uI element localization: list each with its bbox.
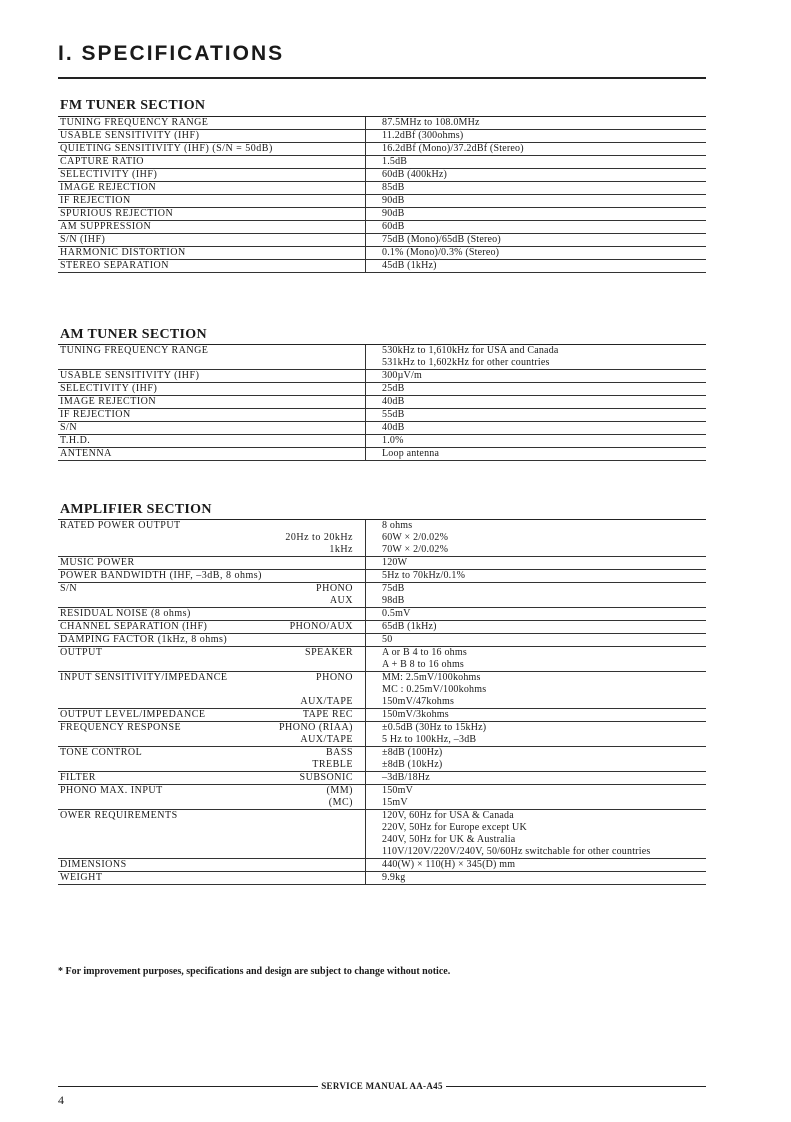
title-rule	[58, 77, 706, 79]
spec-value: 0.5mV	[382, 608, 411, 619]
footnote: * For improvement purposes, specifications and design are subject to change without notice.	[58, 966, 451, 977]
spec-label: ANTENNA	[60, 448, 112, 459]
spec-sublabels	[305, 647, 365, 671]
spec-value: 65dB (1kHz)	[382, 621, 437, 632]
spec-sublabels	[285, 520, 365, 556]
spec-sublabel: PHONO/AUX	[289, 621, 353, 632]
fm-tuner-spec-table	[58, 116, 706, 273]
footer-text: SERVICE MANUAL AA-A45	[321, 1081, 443, 1091]
spec-sublabels	[279, 722, 365, 746]
section-title-amplifier: AMPLIFIER SECTION	[60, 502, 212, 517]
spec-label-cell	[58, 156, 365, 168]
page-title: I. SPECIFICATIONS	[58, 42, 285, 65]
spec-label: IMAGE REJECTION	[60, 396, 157, 407]
spec-label-cell	[58, 785, 365, 809]
spec-row	[58, 396, 706, 409]
spec-label: IMAGE REJECTION	[60, 182, 157, 193]
spec-label-cell	[58, 583, 365, 607]
spec-value-cell	[365, 785, 706, 809]
spec-value: 60dB (400kHz)	[382, 169, 448, 180]
spec-label-cell	[58, 396, 365, 408]
spec-label: INPUT SENSITIVITY/IMPEDANCE	[60, 672, 228, 683]
section-title-am-tuner: AM TUNER SECTION	[60, 327, 207, 342]
spec-value: ±8dB (10kHz)	[382, 759, 443, 770]
spec-value: ±0.5dB (30Hz to 15kHz)	[382, 722, 487, 733]
spec-value-cell	[365, 448, 706, 460]
spec-row	[58, 583, 706, 608]
spec-value: 5Hz to 70kHz/0.1%	[382, 570, 466, 581]
spec-value: A + B 8 to 16 ohms	[382, 659, 465, 670]
spec-value-cell	[365, 647, 706, 671]
spec-row	[58, 608, 706, 621]
spec-label-cell	[58, 570, 365, 582]
spec-label: DAMPING FACTOR (1kHz, 8 ohms)	[60, 634, 228, 645]
spec-value: 240V, 50Hz for UK & Australia	[382, 834, 516, 845]
spec-value: A or B 4 to 16 ohms	[382, 647, 467, 658]
spec-sublabel: TREBLE	[312, 759, 353, 770]
spec-label: USABLE SENSITIVITY (IHF)	[60, 370, 200, 381]
spec-label: IF REJECTION	[60, 195, 131, 206]
spec-label: TUNING FREQUENCY RANGE	[60, 117, 209, 128]
spec-label: FREQUENCY RESPONSE	[60, 722, 182, 733]
spec-value-cell	[365, 810, 706, 858]
spec-value: MC : 0.25mV/100kohms	[382, 684, 487, 695]
spec-value-cell	[365, 221, 706, 233]
spec-value: 75dB (Mono)/65dB (Stereo)	[382, 234, 501, 245]
spec-label-cell	[58, 722, 365, 746]
spec-label-cell	[58, 208, 365, 220]
spec-row	[58, 370, 706, 383]
spec-value: 98dB	[382, 595, 405, 606]
spec-value: 531kHz to 1,602kHz for other countries	[382, 357, 550, 368]
spec-label-cell	[58, 435, 365, 447]
spec-row	[58, 859, 706, 872]
spec-value: 8 ohms	[382, 520, 413, 531]
spec-label: OUTPUT LEVEL/IMPEDANCE	[60, 709, 206, 720]
spec-value: 50	[382, 634, 393, 645]
spec-label-cell	[58, 195, 365, 207]
spec-label-cell	[58, 234, 365, 246]
spec-value-cell	[365, 182, 706, 194]
spec-label-cell	[58, 557, 365, 569]
spec-row	[58, 634, 706, 647]
spec-value-cell	[365, 370, 706, 382]
spec-label-cell	[58, 709, 365, 721]
spec-value: 60dB	[382, 221, 405, 232]
spec-row	[58, 156, 706, 169]
spec-sublabels	[290, 621, 365, 633]
spec-label: WEIGHT	[60, 872, 103, 883]
spec-value-cell	[365, 247, 706, 259]
spec-label-cell	[58, 810, 365, 858]
spec-value-cell	[365, 608, 706, 620]
spec-label: IF REJECTION	[60, 409, 131, 420]
spec-label: USABLE SENSITIVITY (IHF)	[60, 130, 200, 141]
spec-label: OWER REQUIREMENTS	[60, 810, 178, 821]
spec-value-cell	[365, 422, 706, 434]
spec-row	[58, 182, 706, 195]
amplifier-spec-table	[58, 519, 706, 885]
spec-value: –3dB/18Hz	[382, 772, 430, 783]
spec-value: 15mV	[382, 797, 408, 808]
spec-value: 530kHz to 1,610kHz for USA and Canada	[382, 345, 559, 356]
spec-label-cell	[58, 672, 365, 708]
spec-value: 300µV/m	[382, 370, 422, 381]
spec-sublabel	[300, 684, 353, 696]
spec-row	[58, 247, 706, 260]
spec-label-cell	[58, 260, 365, 272]
spec-value: 40dB	[382, 396, 405, 407]
spec-value: 45dB (1kHz)	[382, 260, 437, 271]
spec-label-cell	[58, 621, 365, 633]
spec-value: 150mV/47kohms	[382, 696, 455, 707]
spec-value: 110V/120V/220V/240V, 50/60Hz switchable for other countries	[382, 846, 651, 857]
spec-label: S/N (IHF)	[60, 234, 106, 245]
spec-label-cell	[58, 130, 365, 142]
spec-label: MUSIC POWER	[60, 557, 135, 568]
spec-value-cell	[365, 345, 706, 369]
spec-label: TUNING FREQUENCY RANGE	[60, 345, 209, 356]
spec-row	[58, 448, 706, 461]
spec-label: STEREO SEPARATION	[60, 260, 169, 271]
spec-label-cell	[58, 520, 365, 556]
spec-value-cell	[365, 859, 706, 871]
spec-value-cell	[365, 634, 706, 646]
spec-label-cell	[58, 634, 365, 646]
spec-row	[58, 143, 706, 156]
spec-label: S/N	[60, 422, 78, 433]
spec-label-cell	[58, 448, 365, 460]
spec-value: 150mV/3kohms	[382, 709, 449, 720]
spec-sublabel: AUX/TAPE	[300, 696, 353, 707]
spec-row	[58, 422, 706, 435]
spec-value: 90dB	[382, 208, 405, 219]
spec-value: 11.2dBf (300ohms)	[382, 130, 464, 141]
footer-rule-left	[58, 1086, 318, 1087]
spec-label: RESIDUAL NOISE (8 ohms)	[60, 608, 191, 619]
spec-value: MM: 2.5mV/100kohms	[382, 672, 481, 683]
spec-label: RATED POWER OUTPUT	[60, 520, 181, 531]
spec-label: SELECTIVITY (IHF)	[60, 383, 158, 394]
spec-row	[58, 810, 706, 859]
am-tuner-spec-table	[58, 344, 706, 461]
spec-label-cell	[58, 422, 365, 434]
spec-label-cell	[58, 221, 365, 233]
spec-row	[58, 772, 706, 785]
spec-value: 120W	[382, 557, 408, 568]
spec-row	[58, 435, 706, 448]
spec-sublabels	[300, 672, 365, 708]
spec-value-cell	[365, 747, 706, 771]
spec-label-cell	[58, 345, 365, 369]
spec-sublabel: PHONO	[316, 583, 353, 594]
spec-value-cell	[365, 234, 706, 246]
spec-value-cell	[365, 872, 706, 884]
spec-value: 16.2dBf (Mono)/37.2dBf (Stereo)	[382, 143, 524, 154]
spec-label: HARMONIC DISTORTION	[60, 247, 186, 258]
spec-value-cell	[365, 583, 706, 607]
spec-label-cell	[58, 383, 365, 395]
spec-value-cell	[365, 570, 706, 582]
spec-value-cell	[365, 435, 706, 447]
spec-label: TONE CONTROL	[60, 747, 143, 758]
spec-value: 75dB	[382, 583, 405, 594]
spec-row	[58, 117, 706, 130]
spec-label-cell	[58, 169, 365, 181]
spec-row	[58, 872, 706, 885]
spec-sublabel: PHONO	[316, 672, 353, 683]
spec-value: 60W × 2/0.02%	[382, 532, 449, 543]
spec-label: FILTER	[60, 772, 96, 783]
spec-row	[58, 383, 706, 396]
spec-row	[58, 785, 706, 810]
spec-row	[58, 208, 706, 221]
spec-value-cell	[365, 383, 706, 395]
spec-row	[58, 221, 706, 234]
spec-label: CHANNEL SEPARATION (IHF)	[60, 621, 208, 632]
spec-label: PHONO MAX. INPUT	[60, 785, 163, 796]
spec-row	[58, 345, 706, 370]
spec-value-cell	[365, 672, 706, 708]
spec-row	[58, 130, 706, 143]
spec-label-cell	[58, 182, 365, 194]
spec-sublabel: 1kHz	[329, 544, 353, 555]
spec-value-cell	[365, 557, 706, 569]
spec-sublabel	[285, 520, 353, 532]
spec-sublabels	[327, 785, 365, 809]
spec-value-cell	[365, 208, 706, 220]
spec-label: SPURIOUS REJECTION	[60, 208, 174, 219]
spec-label-cell	[58, 747, 365, 771]
spec-label: T.H.D.	[60, 435, 91, 446]
spec-value-cell	[365, 409, 706, 421]
spec-row	[58, 195, 706, 208]
spec-sublabel: PHONO (RIAA)	[278, 722, 353, 733]
spec-label-cell	[58, 409, 365, 421]
spec-sublabels	[316, 583, 365, 607]
spec-row	[58, 672, 706, 709]
spec-sublabel: TAPE REC	[302, 709, 353, 720]
spec-value-cell	[365, 143, 706, 155]
spec-sublabel: 20Hz to 20kHz	[285, 532, 353, 543]
spec-label: S/N	[60, 583, 78, 594]
spec-value-cell	[365, 195, 706, 207]
spec-label-cell	[58, 772, 365, 784]
spec-value: 85dB	[382, 182, 405, 193]
spec-sublabels	[300, 772, 365, 784]
spec-value-cell	[365, 709, 706, 721]
spec-sublabels	[312, 747, 365, 771]
spec-label-cell	[58, 117, 365, 129]
spec-label: CAPTURE RATIO	[60, 156, 145, 167]
spec-value: 120V, 60Hz for USA & Canada	[382, 810, 514, 821]
spec-value-cell	[365, 772, 706, 784]
spec-label-cell	[58, 143, 365, 155]
spec-value: 90dB	[382, 195, 405, 206]
spec-value: 70W × 2/0.02%	[382, 544, 449, 555]
spec-label: AM SUPPRESSION	[60, 221, 152, 232]
spec-value-cell	[365, 130, 706, 142]
spec-value: 9.9kg	[382, 872, 406, 883]
spec-value-cell	[365, 396, 706, 408]
spec-value: 1.5dB	[382, 156, 408, 167]
spec-value: 87.5MHz to 108.0MHz	[382, 117, 480, 128]
spec-value: 1.0%	[382, 435, 404, 446]
spec-label-cell	[58, 647, 365, 671]
spec-sublabel: (MM)	[326, 785, 353, 796]
spec-row	[58, 709, 706, 722]
spec-label: SELECTIVITY (IHF)	[60, 169, 158, 180]
spec-label-cell	[58, 370, 365, 382]
spec-value: 150mV	[382, 785, 413, 796]
spec-value: 5 Hz to 100kHz, –3dB	[382, 734, 477, 745]
spec-sublabel: (MC)	[328, 797, 353, 808]
spec-row	[58, 647, 706, 672]
spec-value: 55dB	[382, 409, 405, 420]
spec-value: 440(W) × 110(H) × 345(D) mm	[382, 859, 516, 870]
spec-value: ±8dB (100Hz)	[382, 747, 443, 758]
spec-label: DIMENSIONS	[60, 859, 127, 870]
spec-sublabels	[303, 709, 365, 721]
spec-label-cell	[58, 247, 365, 259]
spec-label: QUIETING SENSITIVITY (IHF) (S/N = 50dB)	[60, 143, 273, 154]
footer-rule-right	[446, 1086, 706, 1087]
spec-value-cell	[365, 621, 706, 633]
spec-value-cell	[365, 520, 706, 556]
spec-row	[58, 169, 706, 182]
spec-sublabel: BASS	[325, 747, 353, 758]
spec-row	[58, 409, 706, 422]
spec-value: 220V, 50Hz for Europe except UK	[382, 822, 527, 833]
spec-value-cell	[365, 722, 706, 746]
spec-value-cell	[365, 156, 706, 168]
spec-label: POWER BANDWIDTH (IHF, –3dB, 8 ohms)	[60, 570, 262, 581]
spec-row	[58, 621, 706, 634]
section-title-fm-tuner: FM TUNER SECTION	[60, 98, 206, 113]
spec-sublabel: AUX	[329, 595, 353, 606]
spec-label-cell	[58, 608, 365, 620]
spec-row	[58, 722, 706, 747]
spec-value-cell	[365, 260, 706, 272]
spec-value: 40dB	[382, 422, 405, 433]
spec-row	[58, 747, 706, 772]
page-number: 4	[58, 1093, 64, 1107]
spec-row	[58, 570, 706, 583]
spec-sublabel: SUBSONIC	[299, 772, 353, 783]
spec-row	[58, 234, 706, 247]
spec-sublabel: AUX/TAPE	[300, 734, 353, 745]
spec-row	[58, 557, 706, 570]
spec-value: Loop antenna	[382, 448, 440, 459]
spec-value-cell	[365, 169, 706, 181]
spec-row	[58, 520, 706, 557]
spec-label-cell	[58, 872, 365, 884]
spec-sublabel: SPEAKER	[305, 647, 353, 658]
spec-label: OUTPUT	[60, 647, 103, 658]
spec-row	[58, 260, 706, 273]
spec-value: 0.1% (Mono)/0.3% (Stereo)	[382, 247, 500, 258]
spec-value: 25dB	[382, 383, 405, 394]
spec-value-cell	[365, 117, 706, 129]
footer-line	[58, 1080, 706, 1092]
spec-label-cell	[58, 859, 365, 871]
